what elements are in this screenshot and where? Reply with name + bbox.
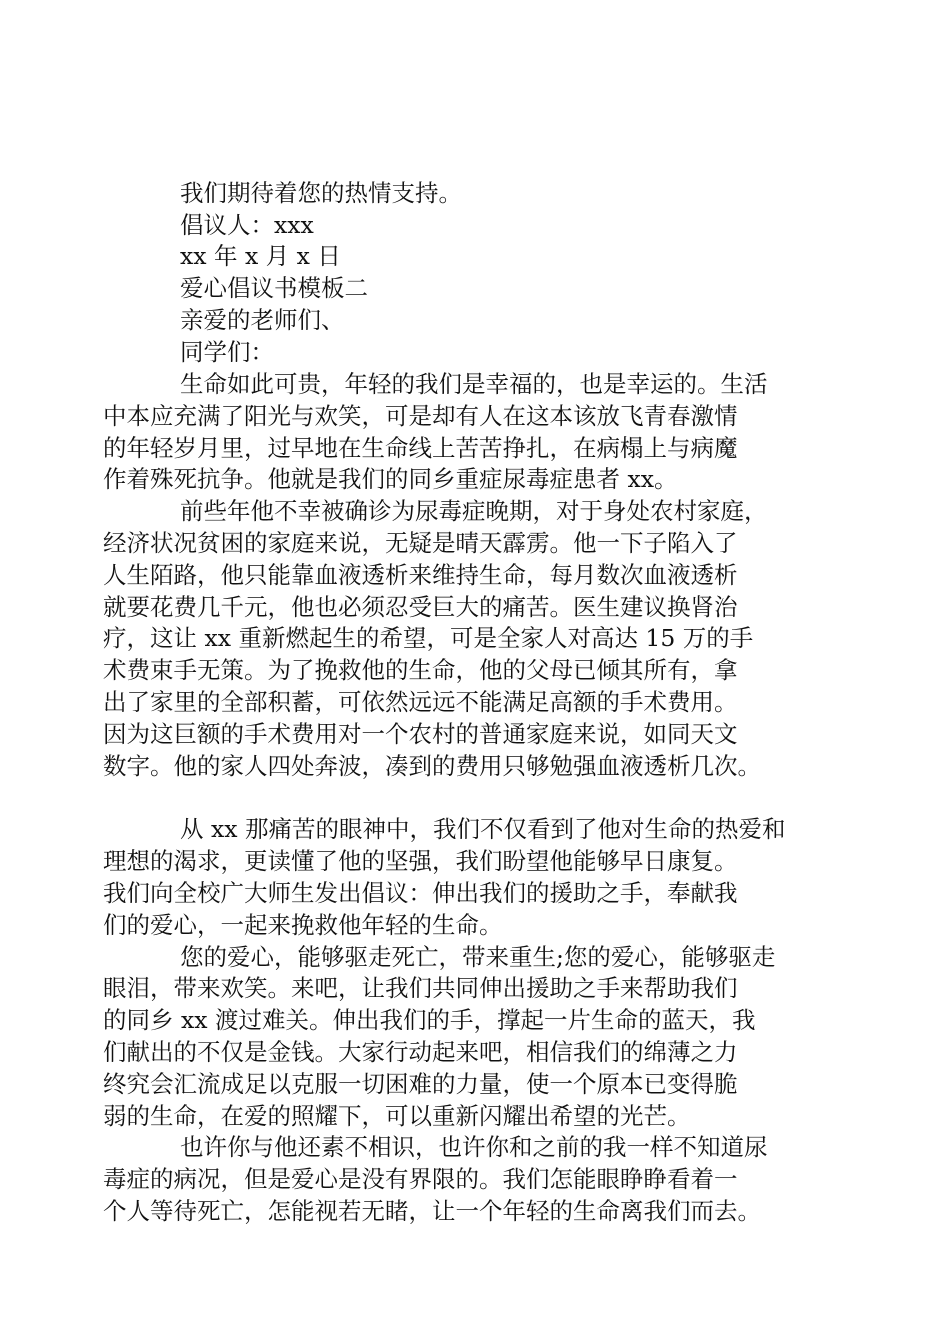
paragraph-line: 弱的生命，在爱的照耀下，可以重新闪耀出希望的光芒。 (103, 1102, 691, 1130)
paragraph-line: 您的爱心，能够驱走死亡，带来重生;您的爱心，能够驱走 (180, 943, 776, 971)
paragraph-line: 个人等待死亡，怎能视若无睹，让一个年轻的生命离我们而去。 (103, 1197, 761, 1225)
paragraph-line: 我们向全校广大师生发出倡议：伸出我们的援助之手，奉献我 (103, 879, 738, 907)
paragraph-line: 眼泪，带来欢笑。来吧，让我们共同伸出援助之手来帮助我们 (103, 974, 738, 1002)
paragraph-line: 疗，这让 xx 重新燃起生的希望，可是全家人对高达 15 万的手 (103, 624, 754, 652)
paragraph-line: 经济状况贫困的家庭来说，无疑是晴天霹雳。他一下子陷入了 (103, 529, 738, 557)
paragraph-line: 就要花费几千元，他也必须忍受巨大的痛苦。医生建议换肾治 (103, 593, 738, 621)
paragraph-line: 们献出的不仅是金钱。大家行动起来吧，相信我们的绵薄之力 (103, 1038, 738, 1066)
salutation-line-1: 亲爱的老师们、 (180, 306, 345, 334)
salutation-line-2: 同学们： (180, 338, 274, 366)
paragraph-line: 的同乡 xx 渡过难关。伸出我们的手，撑起一片生命的蓝天，我 (103, 1006, 756, 1034)
paragraph-line: 术费束手无策。为了挽救他的生命，他的父母已倾其所有，拿 (103, 656, 738, 684)
paragraph-line: 毒症的病况，但是爱心是没有界限的。我们怎能眼睁睁看着一 (103, 1165, 738, 1193)
paragraph-line: 生命如此可贵，年轻的我们是幸福的，也是幸运的。生活 (180, 370, 768, 398)
paragraph-line: 数字。他的家人四处奔波，凑到的费用只够勉强血液透析几次。 (103, 752, 761, 780)
paragraph-line: 终究会汇流成足以克服一切困难的力量，使一个原本已变得脆 (103, 1070, 738, 1098)
paragraph-line: 理想的渴求，更读懂了他的坚强，我们盼望他能够早日康复。 (103, 847, 738, 875)
paragraph-line: 们的爱心，一起来挽救他年轻的生命。 (103, 911, 503, 939)
closing-line: 我们期待着您的热情支持。 (180, 179, 462, 207)
paragraph-line: 因为这巨额的手术费用对一个农村的普通家庭来说，如同天文 (103, 720, 738, 748)
paragraph-line: 人生陌路，他只能靠血液透析来维持生命，每月数次血液透析 (103, 561, 738, 589)
date-line: xx 年 x 月 x 日 (180, 242, 341, 270)
paragraph-line: 的年轻岁月里，过早地在生命线上苦苦挣扎，在病榻上与病魔 (103, 434, 738, 462)
paragraph-line: 从 xx 那痛苦的眼神中，我们不仅看到了他对生命的热爱和 (180, 815, 786, 843)
paragraph-line: 作着殊死抗争。他就是我们的同乡重症尿毒症患者 xx。 (103, 465, 678, 493)
paragraph-line: 中本应充满了阳光与欢笑，可是却有人在这本该放飞青春激情 (103, 402, 738, 430)
paragraph-line: 也许你与他还素不相识，也许你和之前的我一样不知道尿 (180, 1133, 768, 1161)
section-title: 爱心倡议书模板二 (180, 274, 368, 302)
paragraph-line: 出了家里的全部积蓄，可依然远远不能满足高额的手术费用。 (103, 688, 738, 716)
initiator-line: 倡议人：xxx (180, 211, 314, 239)
paragraph-line: 前些年他不幸被确诊为尿毒症晚期，对于身处农村家庭， (180, 497, 768, 525)
